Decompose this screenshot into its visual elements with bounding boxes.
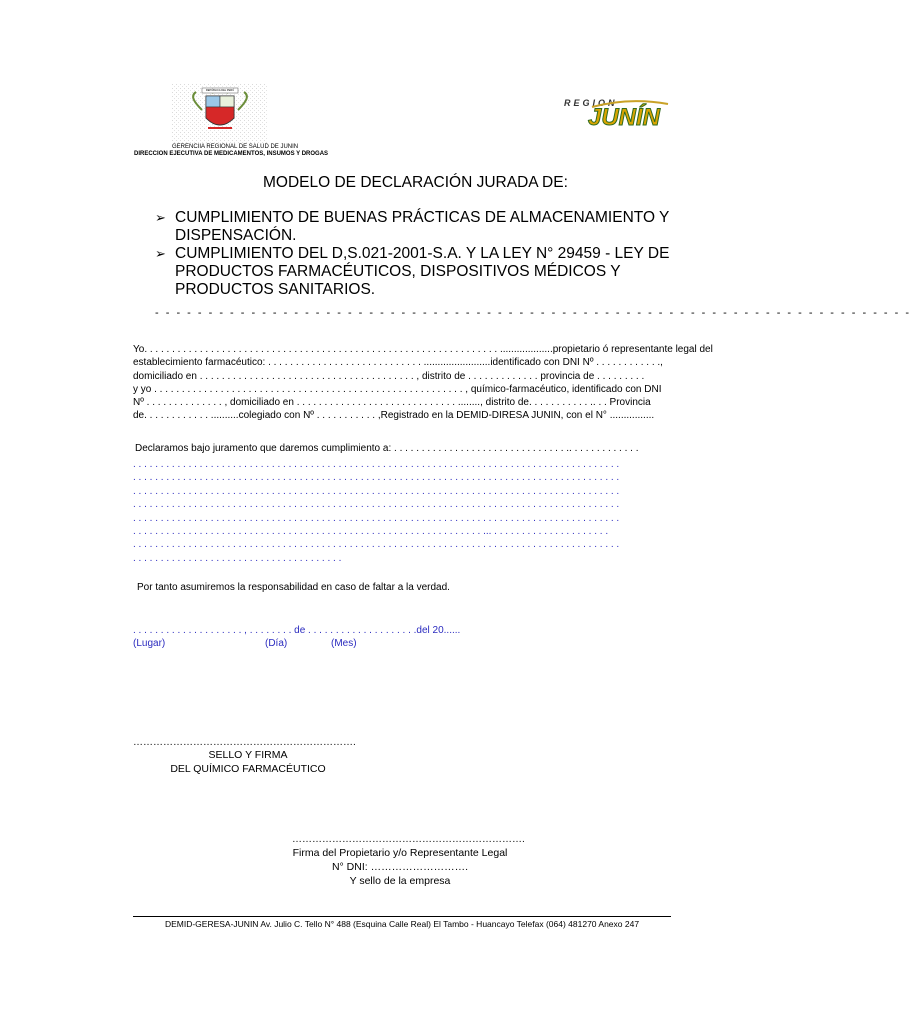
- dotted-line: . . . . . . . . . . . . . . . . . . . . . . . . . . . . . . . . . . . . . . . . . . . . . . . . . . . . . . . . . . . . . . . . . . . . . . . . . . . . . . . . . . . . . . . .: [133, 499, 620, 511]
- org-directorate-line: DIRECCION EJECUTIVA DE MEDICAMENTOS, INSUMOS Y DROGAS: [134, 151, 329, 157]
- paragraph-line: Nº . . . . . . . . . . . . . . , domiciliado en . . . . . . . . . . . . . . . . . . . . . . . . . . . . . ........, distrito de. . . . . . . . . . . .. . . Provincia: [133, 397, 651, 409]
- organization-header: [134, 144, 364, 158]
- document-title: MODELO DE DECLARACIÓN JURADA DE:: [263, 174, 568, 191]
- paragraph-line: y yo . . . . . . . . . . . . . . . . . . . . . . . . . . . . . . . . . . . . . . . . . . . . . . . . . . . . . . . . , químico-farmacéutico, identificado con DNI: [133, 383, 662, 395]
- org-name-line: GERENCIIA REGIONAL DE SALUD DE JUNIN: [172, 144, 299, 150]
- declaration-items: [155, 209, 675, 299]
- dashed-separator: - - - - - - - - - - - - - - - - - - - - - - - - - - - - - - - - - - - - - - - - - - - - - - - - - - - - - - - - - - - - - - - - - - - - - - -: [155, 307, 911, 319]
- day-label: (Día): [265, 638, 288, 649]
- owner-dni-label: N° DNI: ……………………….: [331, 861, 469, 873]
- logo-region-word: REGION: [564, 98, 618, 108]
- place-label: (Lugar): [133, 638, 166, 649]
- arrow-bullet-icon: ➢: [155, 246, 166, 261]
- owner-signature-label: Firma del Propietario y/o Representante Legal: [292, 847, 508, 859]
- paragraph-line: de. . . . . . . . . . . . ..........colegiado con Nº . . . . . . . . . . . ,Registrado en la DEMID-DIRESA JUNIN, con el N° ................: [133, 410, 655, 422]
- fill-in-lines: [133, 458, 671, 565]
- region-junin-logo: [560, 96, 672, 136]
- month-label: (Mes): [331, 638, 357, 649]
- paragraph-line: Yo. . . . . . . . . . . . . . . . . . . . . . . . . . . . . . . . . . . . . . . . . . . . . . . . . . . . . . . . . . . . . . . . ...................propietario ó representante legal del: [133, 344, 713, 355]
- arrow-bullet-icon: ➢: [155, 210, 166, 225]
- peru-coat-of-arms-seal: [172, 84, 268, 144]
- dotted-line: . . . . . . . . . . . . . . . . . . . . . . . . . . . . . . . . . . . . . . . . . . . . . . . . . . . . . . . . . . . . . . . . . . . . . . . . . . . . . . . . . . . . . . . .: [133, 512, 620, 524]
- dotted-line: . . . . . . . . . . . . . . . . . . . . . . . . . . . . . . . . . . . . . . . . . . . . . . . . . . . . . . . . . . . . . . . . . . . . . . . . . . . . . . . . . . . . . . . .: [133, 459, 620, 470]
- dotted-line: . . . . . . . . . . . . . . . . . . . . . . . . . . . . . . . . . . . . . . . . . . . . . . . . . . . . . . . . . . . . . . . ... . . . . . . . . . . . . . . . . . . . . .: [133, 526, 609, 538]
- seal-text: REPÚBLICA DEL PERÚ: [205, 89, 235, 92]
- declaration-item: [155, 245, 675, 299]
- declaration-item-text: CUMPLIMIENTO DEL D,S.021-2001-S.A. Y LA LEY N° 29459 - LEY DE PRODUCTOS FARMACÉUTICOS, DISPOSITIVOS MÉDICOS Y PRODUCTOS SANITARIOS.: [175, 245, 670, 298]
- owner-signature-line: …………………………………………………………….: [292, 834, 525, 845]
- dotted-line: . . . . . . . . . . . . . . . . . . . . . . . . . . . . . . . . . . . . . . . . . . . . . . . . . . . . . . . . . . . . . . . . . . . . . . . . . . . . . . . . . . . . . . . .: [133, 472, 620, 484]
- chemist-signature-label: SELLO Y FIRMA: [208, 749, 288, 761]
- company-seal-label: Y sello de la empresa: [349, 875, 451, 887]
- sworn-declaration-line: Declaramos bajo juramento que daremos cumplimiento a: . . . . . . . . . . . . . . . . . . . . . . . . . . . . . . . .. . . . . . . . . . . . .: [135, 443, 639, 454]
- footer-address: DEMID-GERESA-JUNIN Av. Julio C. Tello N° 488 (Esquina Calle Real) El Tambo - Huancayo Telefax (064) 481270 Anexo 247: [164, 919, 640, 929]
- chemist-signature-block: [133, 748, 363, 776]
- identification-paragraph: [133, 343, 713, 423]
- paragraph-line: domiciliado en . . . . . . . . . . . . . . . . . . . . . . . . . . . . . . . . . . . . . . . , distrito de . . . . . . . . . . . . . provincia de . . . . . . . . .: [133, 370, 645, 382]
- chemist-signature-line: ………………………………………………………….: [133, 737, 356, 748]
- chemist-signature-role: DEL QUÍMICO FARMACÉUTICO: [170, 763, 326, 775]
- declaration-item-text: CUMPLIMIENTO DE BUENAS PRÁCTICAS DE ALMACENAMIENTO Y DISPENSACIÓN.: [175, 209, 670, 244]
- dotted-line: . . . . . . . . . . . . . . . . . . . . . . . . . . . . . . . . . . . . . .: [133, 552, 342, 564]
- dotted-line: . . . . . . . . . . . . . . . . . . . . . . . . . . . . . . . . . . . . . . . . . . . . . . . . . . . . . . . . . . . . . . . . . . . . . . . . . . . . . . . . . . . . . . . .: [133, 539, 620, 551]
- dotted-line: . . . . . . . . . . . . . . . . . . . . . . . . . . . . . . . . . . . . . . . . . . . . . . . . . . . . . . . . . . . . . . . . . . . . . . . . . . . . . . . . . . . . . . . .: [133, 485, 620, 497]
- footer-divider: [133, 916, 671, 917]
- paragraph-line: establecimiento farmacéutico: . . . . . . . . . . . . . . . . . . . . . . . . . . . . ........................identificado con DNI Nº . . . . . . . . . . . .,: [133, 357, 663, 369]
- owner-signature-block: [240, 846, 560, 888]
- logo-junin-word: JUNÍN: [588, 104, 661, 131]
- responsibility-statement: Por tanto asumiremos la responsabilidad en caso de faltar a la verdad.: [137, 582, 450, 593]
- declaration-item: [155, 209, 675, 245]
- date-place-line: . . . . . . . . . . . . . . . . . . . . , . . . . . . . . de . . . . . . . . . . . . . . . . . . . .del 20......: [133, 625, 461, 636]
